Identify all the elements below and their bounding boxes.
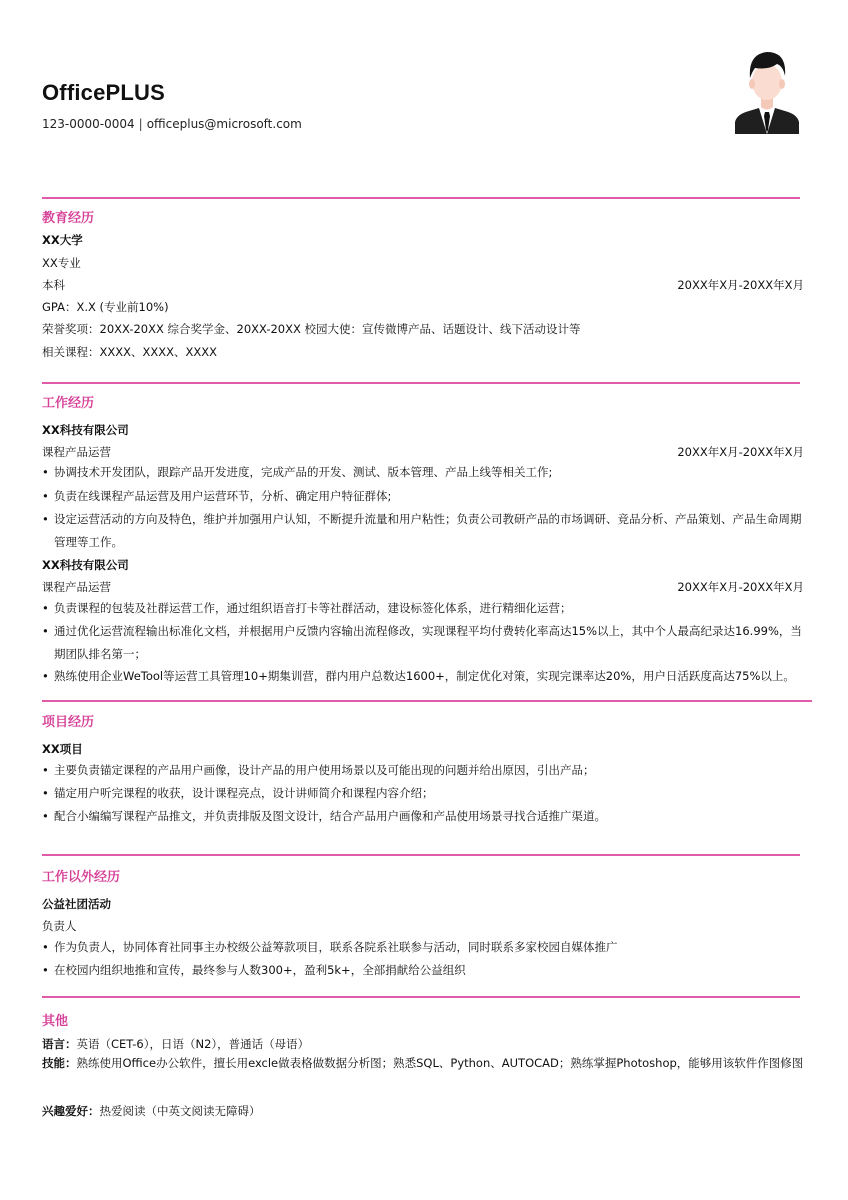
bullet-mark: • <box>42 512 49 526</box>
list-item: • 协调技术开发团队，跟踪产品开发进度，完成产品的开发、测试、版本管理、产品上线等相关工作; <box>42 461 806 484</box>
list-item: • 通过优化运营流程输出标准化文档，并根据用户反馈内容输出流程修改，实现课程平均付费转化率高达15%以上，其中个人最高纪录达16.99%，当期团队排名第一； <box>42 620 806 666</box>
bullet-mark: • <box>42 624 49 638</box>
section-divider <box>42 854 800 856</box>
project-name: XX项目 <box>42 742 83 756</box>
list-item: • 负责在线课程产品运营及用户运营环节，分析、确定用户特征群体; <box>42 485 806 508</box>
bullet-mark: • <box>42 940 49 954</box>
section-divider <box>42 382 800 384</box>
contact-separator: | <box>138 117 143 131</box>
skills-line <box>42 1052 806 1075</box>
list-item: • 熟练使用企业WeTool等运营工具管理10+期集训营，群内用户总数达1600+，制定优化对策，实现完课率达20%，用户日活跃度高达75%以上。 <box>42 665 806 688</box>
honors: 荣誉奖项：20XX-20XX 综合奖学金、20XX-20XX 校园大使：宣传微博产品、话题设计、线下活动设计等 <box>42 322 581 336</box>
other-heading: 其他 <box>42 1014 69 1029</box>
section-divider <box>42 197 800 199</box>
bullet-mark: • <box>42 809 49 823</box>
avatar-photo <box>733 44 801 134</box>
bullet-mark: • <box>42 489 49 503</box>
courses: 相关课程：XXXX、XXXX、XXXX <box>42 345 218 359</box>
email-address: officeplus@microsoft.com <box>146 117 302 131</box>
candidate-name: OfficePLUS <box>42 80 166 105</box>
hobby-label: 兴趣爱好： <box>42 1104 100 1118</box>
list-item: • 作为负责人，协同体育社同事主办校级公益筹款项目，联系各院系社联参与活动，同时联系多家校园自媒体推广 <box>42 936 806 959</box>
job-period: 20XX年X月-20XX年X月 <box>677 580 804 594</box>
list-item: • 配合小编编写课程产品推文，并负责排版及图文设计，结合产品用户画像和产品使用场景寻找合适推广渠道。 <box>42 805 806 828</box>
company-name: XX科技有限公司 <box>42 423 129 437</box>
bullet-mark: • <box>42 601 49 615</box>
school-name: XX大学 <box>42 233 83 247</box>
phone-number: 123-0000-0004 <box>42 117 135 131</box>
bullet-mark: • <box>42 786 49 800</box>
bullet-mark: • <box>42 669 49 683</box>
degree: 本科 <box>42 278 65 292</box>
skills-value: 熟练使用Office办公软件，擅长用excle做表格做数据分析图；熟悉SQL、Python、AUTOCAD；熟练掌握Photoshop，能够用该软件作图修图 <box>76 1056 804 1070</box>
list-item: • 在校园内组织地推和宣传，最终参与人数300+，盈利5k+，全部捐献给公益组织 <box>42 959 806 982</box>
list-item: • 设定运营活动的方向及特色，维护并加强用户认知，不断提升流量和用户粘性；负责公司教研产品的市场调研、竞品分析、产品策划、产品生命周期管理等工作。 <box>42 508 806 554</box>
list-item: • 主要负责锚定课程的产品用户画像，设计产品的用户使用场景以及可能出现的问题并给出原因，引出产品； <box>42 759 806 782</box>
bullet-mark: • <box>42 465 49 479</box>
job-role: 课程产品运营 <box>42 580 111 594</box>
education-heading: 教育经历 <box>42 211 95 226</box>
education-period: 20XX年X月-20XX年X月 <box>677 278 804 292</box>
bullet-mark: • <box>42 763 49 777</box>
hobby-line <box>42 1103 261 1119</box>
skills-label: 技能： <box>42 1056 77 1070</box>
hobby-value: 热爱阅读（中英文阅读无障碍） <box>99 1104 261 1118</box>
bullet-mark: • <box>42 963 49 977</box>
work-heading: 工作经历 <box>42 396 95 411</box>
extra-heading: 工作以外经历 <box>42 870 121 885</box>
activity-role: 负责人 <box>42 919 77 933</box>
job-period: 20XX年X月-20XX年X月 <box>677 445 804 459</box>
list-item: • 负责课程的包装及社群运营工作，通过组织语音打卡等社群活动，建设标签化体系，进行精细化运营； <box>42 597 806 620</box>
activity-name: 公益社团活动 <box>42 897 111 911</box>
section-divider <box>42 700 812 702</box>
gpa: GPA：X.X (专业前10%) <box>42 300 169 314</box>
language-line <box>42 1036 309 1052</box>
job-role: 课程产品运营 <box>42 445 111 459</box>
language-value: 英语（CET-6），日语（N2），普通话（母语） <box>76 1037 310 1051</box>
project-heading: 项目经历 <box>42 715 95 730</box>
language-label: 语言： <box>42 1037 77 1051</box>
company-name: XX科技有限公司 <box>42 558 129 572</box>
list-item: • 锚定用户听完课程的收获，设计课程亮点，设计讲师简介和课程内容介绍； <box>42 782 806 805</box>
contact-line <box>42 117 302 131</box>
section-divider <box>42 996 800 998</box>
major: XX专业 <box>42 256 81 270</box>
